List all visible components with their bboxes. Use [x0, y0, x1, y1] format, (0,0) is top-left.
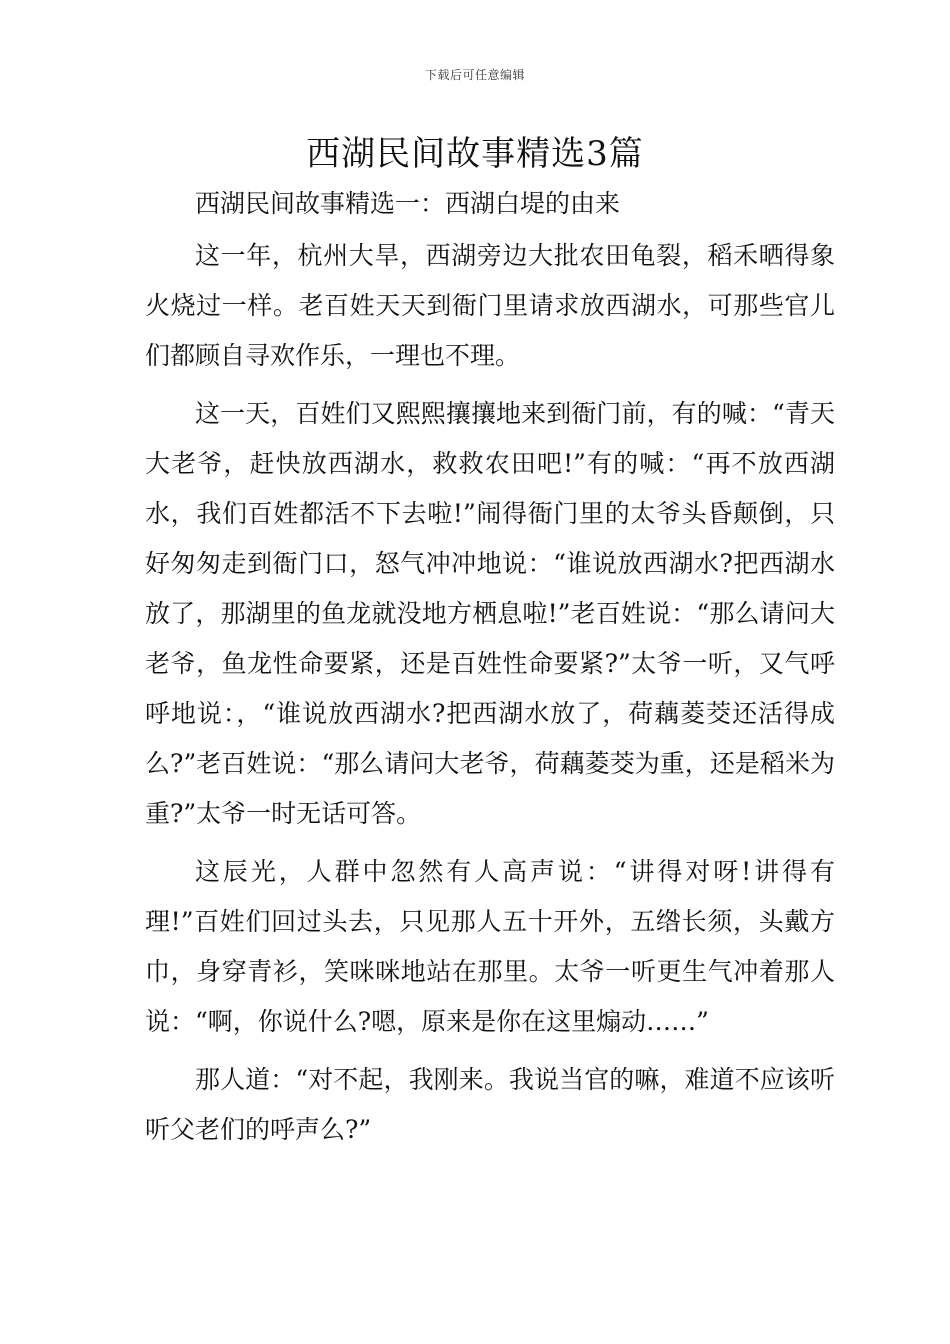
story-paragraph: 那人道：“对不起，我刚来。我说当官的嘛，难道不应该听听父老们的呼声么?”	[145, 1065, 835, 1144]
section-subtitle: 西湖民间故事精选一：西湖白堤的由来	[195, 189, 621, 218]
page-title: 西湖民间故事精选3篇	[306, 134, 644, 174]
story-paragraph: 这辰光，人群中忽然有人高声说：“讲得对呀!讲得有理!”百姓们回过头去，只见那人五十开外，五绺长须，头戴方巾，身穿青衫，笑咪咪地站在那里。太爷一听更生气冲着那人说：“啊，你说什么?嗯，原来是你在这里煽动……”	[145, 857, 835, 1036]
story-paragraph: 这一年，杭州大旱，西湖旁边大批农田龟裂，稻禾晒得象火烧过一样。老百姓天天到衙门里请求放西湖水，可那些官儿们都顾自寻欢作乐，一理也不理。	[145, 241, 835, 370]
story-paragraph: 这一天，百姓们又熙熙攘攘地来到衙门前，有的喊：“青天大老爷，赶快放西湖水，救救农田吧!”有的喊：“再不放西湖水，我们百姓都活不下去啦!”闹得衙门里的太爷头昏颠倒，只好匆匆走到衙门口，怒气冲冲地说：“谁说放西湖水?把西湖水放了，那湖里的鱼龙就没地方栖息啦!”老百姓说：“那么请问大老爷，鱼龙性命要紧，还是百姓性命要紧?”太爷一听，又气呼呼地说：，“谁说放西湖水?把西湖水放了，荷藕菱茭还活得成么?”老百姓说：“那么请问大老爷，荷藕菱茭为重，还是稻米为重?”太爷一时无话可答。	[145, 399, 835, 828]
header-note: 下载后可任意编辑	[424, 68, 525, 82]
story-body	[145, 231, 835, 1155]
